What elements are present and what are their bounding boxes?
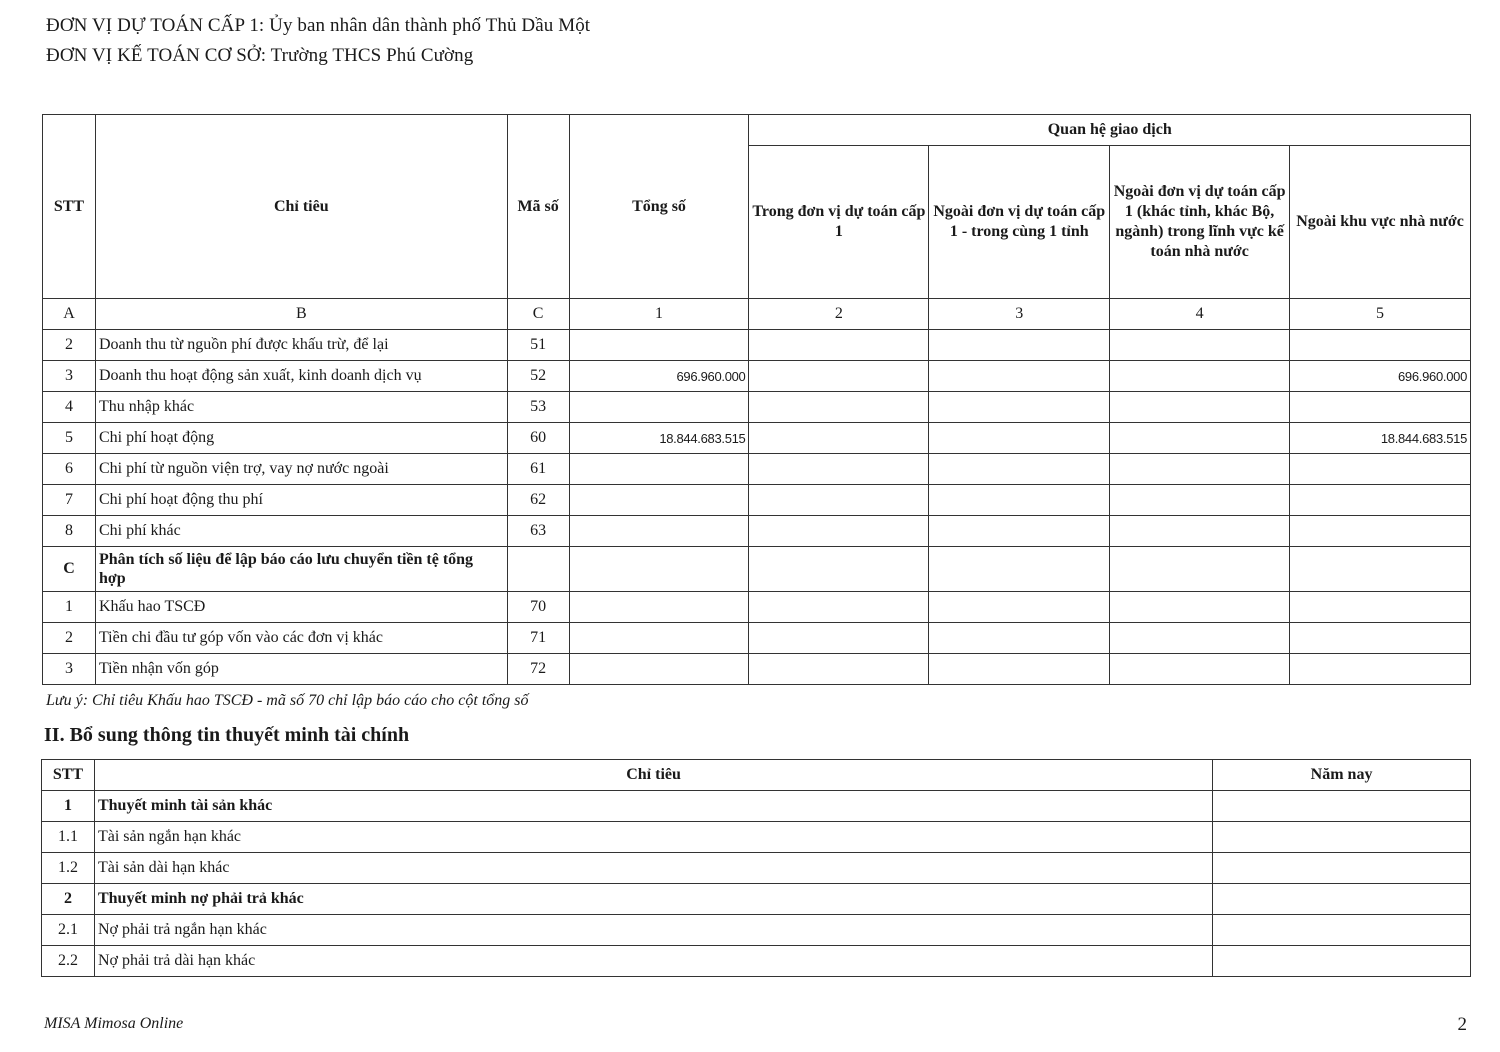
row-c5 <box>1290 516 1471 547</box>
empty-cell <box>1290 592 1471 623</box>
row-chi-tieu: Tiền chi đầu tư góp vốn vào các đơn vị khác <box>95 623 507 654</box>
t2-header-stt: STT <box>42 760 95 791</box>
header-quan-he-giao-dich: Quan hệ giao dịch <box>749 115 1471 146</box>
row-chi-tieu: Tiền nhận vốn góp <box>95 654 507 685</box>
row-c4 <box>1110 423 1290 454</box>
index-cell: B <box>95 299 507 330</box>
row-ma-so: 60 <box>507 423 569 454</box>
row-nam-nay <box>1213 884 1471 915</box>
row-c5 <box>1290 485 1471 516</box>
row-c4 <box>1110 516 1290 547</box>
row-ma-so: 51 <box>507 330 569 361</box>
index-cell: C <box>507 299 569 330</box>
row-stt: 3 <box>43 361 96 392</box>
header-col-2: Trong đơn vị dự toán cấp 1 <box>749 146 929 299</box>
index-cell: A <box>43 299 96 330</box>
row-stt: 2.2 <box>42 946 95 977</box>
table-row <box>43 654 1471 685</box>
table-row <box>42 884 1471 915</box>
empty-cell <box>929 592 1110 623</box>
row-chi-tieu: Tài sản ngắn hạn khác <box>94 822 1212 853</box>
row-c2 <box>749 454 929 485</box>
row-c4 <box>1110 392 1290 423</box>
row-tong-so <box>569 454 749 485</box>
row-chi-tieu: Doanh thu từ nguồn phí được khấu trừ, để lại <box>95 330 507 361</box>
empty-cell <box>507 547 569 592</box>
empty-cell <box>929 623 1110 654</box>
row-chi-tieu: Thuyết minh tài sản khác <box>94 791 1212 822</box>
table-row <box>43 592 1471 623</box>
table-row <box>42 791 1471 822</box>
empty-cell <box>749 547 929 592</box>
index-cell: 4 <box>1110 299 1290 330</box>
row-stt: 1.1 <box>42 822 95 853</box>
page-number: 2 <box>1457 1014 1467 1035</box>
row-c3 <box>929 516 1110 547</box>
row-stt: 2 <box>43 623 96 654</box>
empty-cell <box>929 654 1110 685</box>
row-ma-so: 72 <box>507 654 569 685</box>
empty-cell <box>1110 592 1290 623</box>
row-ma-so: 53 <box>507 392 569 423</box>
table-row <box>43 454 1471 485</box>
index-cell: 2 <box>749 299 929 330</box>
financial-notes-table <box>41 759 1471 977</box>
empty-cell <box>569 592 749 623</box>
row-tong-so <box>569 392 749 423</box>
header-col-3: Ngoài đơn vị dự toán cấp 1 - trong cùng 1 tỉnh <box>929 146 1110 299</box>
header-stt: STT <box>43 115 96 299</box>
row-stt: 3 <box>43 654 96 685</box>
row-nam-nay <box>1213 915 1471 946</box>
row-ma-so: 70 <box>507 592 569 623</box>
row-nam-nay <box>1213 791 1471 822</box>
row-chi-tieu: Chi phí hoạt động thu phí <box>95 485 507 516</box>
t2-header-nam-nay: Năm nay <box>1213 760 1471 791</box>
empty-cell <box>1110 623 1290 654</box>
t2-header-chi-tieu: Chỉ tiêu <box>94 760 1212 791</box>
empty-cell <box>749 592 929 623</box>
row-chi-tieu: Chi phí hoạt động <box>95 423 507 454</box>
empty-cell <box>1290 547 1471 592</box>
row-ma-so: 61 <box>507 454 569 485</box>
row-stt: 2 <box>42 884 95 915</box>
empty-cell <box>569 654 749 685</box>
row-ma-so: 62 <box>507 485 569 516</box>
empty-cell <box>749 654 929 685</box>
header-ma-so: Mã số <box>507 115 569 299</box>
row-stt: 1.2 <box>42 853 95 884</box>
empty-cell <box>1290 623 1471 654</box>
row-ma-so: 52 <box>507 361 569 392</box>
table-row <box>42 822 1471 853</box>
empty-cell <box>929 547 1110 592</box>
row-chi-tieu: Nợ phải trả ngắn hạn khác <box>94 915 1212 946</box>
row-chi-tieu: Doanh thu hoạt động sản xuất, kinh doanh dịch vụ <box>95 361 507 392</box>
table-row <box>43 392 1471 423</box>
row-nam-nay <box>1213 946 1471 977</box>
row-c5 <box>1290 330 1471 361</box>
row-tong-so: 696.960.000 <box>569 361 749 392</box>
header-line-2: ĐƠN VỊ KẾ TOÁN CƠ SỞ: Trường THCS Phú Cường <box>46 45 474 66</box>
row-c3 <box>929 485 1110 516</box>
row-c4 <box>1110 330 1290 361</box>
row-c2 <box>749 423 929 454</box>
row-c2 <box>749 485 929 516</box>
index-cell: 5 <box>1290 299 1471 330</box>
header-tong-so: Tổng số <box>569 115 749 299</box>
empty-cell <box>1110 654 1290 685</box>
row-c5 <box>1290 392 1471 423</box>
row-c3 <box>929 361 1110 392</box>
row-tong-so <box>569 516 749 547</box>
row-c2 <box>749 330 929 361</box>
empty-cell <box>1290 654 1471 685</box>
table-row <box>42 946 1471 977</box>
row-tong-so <box>569 330 749 361</box>
row-stt: 8 <box>43 516 96 547</box>
row-chi-tieu: Khấu hao TSCĐ <box>95 592 507 623</box>
header-chi-tieu: Chỉ tiêu <box>95 115 507 299</box>
row-chi-tieu: Chi phí khác <box>95 516 507 547</box>
row-stt: 5 <box>43 423 96 454</box>
row-chi-tieu: Thu nhập khác <box>95 392 507 423</box>
row-stt: 6 <box>43 454 96 485</box>
index-cell: 3 <box>929 299 1110 330</box>
section-2-title: II. Bổ sung thông tin thuyết minh tài chính <box>44 724 410 746</box>
row-c3 <box>929 330 1110 361</box>
table-row <box>43 361 1471 392</box>
row-c2 <box>749 392 929 423</box>
table-row <box>43 623 1471 654</box>
row-stt: 2 <box>43 330 96 361</box>
row-c4 <box>1110 361 1290 392</box>
row-c3 <box>929 423 1110 454</box>
header-line-1: ĐƠN VỊ DỰ TOÁN CẤP 1: Ủy ban nhân dân thành phố Thủ Dầu Một <box>46 15 591 36</box>
row-tong-so: 18.844.683.515 <box>569 423 749 454</box>
row-stt: 4 <box>43 392 96 423</box>
index-row <box>43 299 1471 330</box>
section-c-stt: C <box>43 547 96 592</box>
table-row <box>43 330 1471 361</box>
row-tong-so <box>569 485 749 516</box>
row-c3 <box>929 392 1110 423</box>
row-c4 <box>1110 485 1290 516</box>
table-row <box>42 915 1471 946</box>
table-row <box>42 853 1471 884</box>
row-stt: 2.1 <box>42 915 95 946</box>
footer-brand: MISA Mimosa Online <box>44 1015 184 1032</box>
section-c-row <box>43 547 1471 592</box>
note-text: Lưu ý: Chỉ tiêu Khấu hao TSCĐ - mã số 70 chỉ lập báo cáo cho cột tổng số <box>46 692 529 709</box>
row-c2 <box>749 516 929 547</box>
row-ma-so: 71 <box>507 623 569 654</box>
row-c5: 696.960.000 <box>1290 361 1471 392</box>
row-c3 <box>929 454 1110 485</box>
empty-cell <box>569 547 749 592</box>
row-chi-tieu: Thuyết minh nợ phải trả khác <box>94 884 1212 915</box>
row-c4 <box>1110 454 1290 485</box>
row-stt: 1 <box>43 592 96 623</box>
table-row <box>43 423 1471 454</box>
empty-cell <box>569 623 749 654</box>
empty-cell <box>749 623 929 654</box>
row-chi-tieu: Tài sản dài hạn khác <box>94 853 1212 884</box>
row-c5 <box>1290 454 1471 485</box>
row-c2 <box>749 361 929 392</box>
row-ma-so: 63 <box>507 516 569 547</box>
transaction-relations-table <box>42 114 1471 685</box>
row-nam-nay <box>1213 853 1471 884</box>
row-stt: 7 <box>43 485 96 516</box>
table-row <box>43 485 1471 516</box>
header-col-5: Ngoài khu vực nhà nước <box>1290 146 1471 299</box>
row-chi-tieu: Nợ phải trả dài hạn khác <box>94 946 1212 977</box>
index-cell: 1 <box>569 299 749 330</box>
table-row <box>43 516 1471 547</box>
section-c-title: Phân tích số liệu để lập báo cáo lưu chuyển tiền tệ tổng hợp <box>95 547 507 592</box>
empty-cell <box>1110 547 1290 592</box>
row-c5: 18.844.683.515 <box>1290 423 1471 454</box>
row-stt: 1 <box>42 791 95 822</box>
row-nam-nay <box>1213 822 1471 853</box>
row-chi-tieu: Chi phí từ nguồn viện trợ, vay nợ nước ngoài <box>95 454 507 485</box>
header-col-4: Ngoài đơn vị dự toán cấp 1 (khác tỉnh, khác Bộ, ngành) trong lĩnh vực kế toán nhà nước <box>1110 146 1290 299</box>
